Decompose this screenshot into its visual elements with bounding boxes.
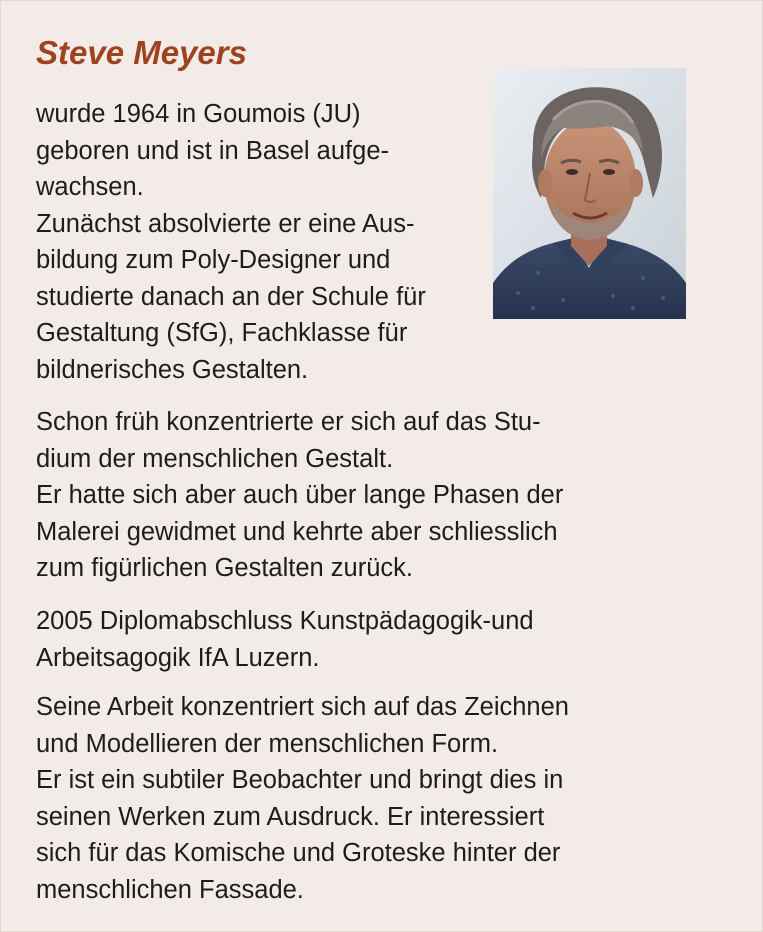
text-line: Malerei gewidmet und kehrte aber schliesslich [36,517,558,546]
text-line: menschlichen Fassade. [36,875,304,904]
text-line: und Modellieren der menschlichen Form. [36,729,499,758]
text-line: Er ist ein subtiler Beobachter und bringt dies in [36,766,564,794]
text-line: 2005 Diplomabschluss Kunstpädagogik-und [36,607,534,635]
text-line: dium der menschlichen Gestalt. [36,444,394,473]
text-line: bildung zum Poly-Designer und [36,246,391,274]
bio-paragraph-origin [36,96,426,388]
text-line: geboren und ist in Basel aufge- [36,136,389,165]
text-line: Gestaltung (SfG), Fachklasse für [36,319,408,347]
text-line: Schon früh konzentrierte er sich auf das Stu- [36,408,541,436]
text-line: wachsen. [36,173,144,201]
text-line: zum figürlichen Gestalten zurück. [36,554,413,582]
text-line: Seine Arbeit konzentriert sich auf das Zeichnen [36,693,569,721]
portrait-photo [493,68,686,319]
bio-paragraph-work [36,689,569,908]
text-line: Arbeitsagogik IfA Luzern. [36,643,320,672]
bio-paragraph-focus [36,404,563,587]
text-line: sich für das Komische und Groteske hinter der [36,839,561,867]
text-line: Zunächst absolvierte er eine Aus- [36,209,415,238]
text-line: seinen Werken zum Ausdruck. Er interessiert [36,802,545,831]
text-line: Er hatte sich aber auch über lange Phasen der [36,481,564,509]
text-line: wurde 1964 in Goumois (JU) [36,100,361,128]
bio-paragraph-diploma [36,603,534,676]
artist-name: Steve Meyers [36,34,247,71]
text-line: bildnerisches Gestalten. [36,355,309,384]
text-line: studierte danach an der Schule für [36,282,426,311]
